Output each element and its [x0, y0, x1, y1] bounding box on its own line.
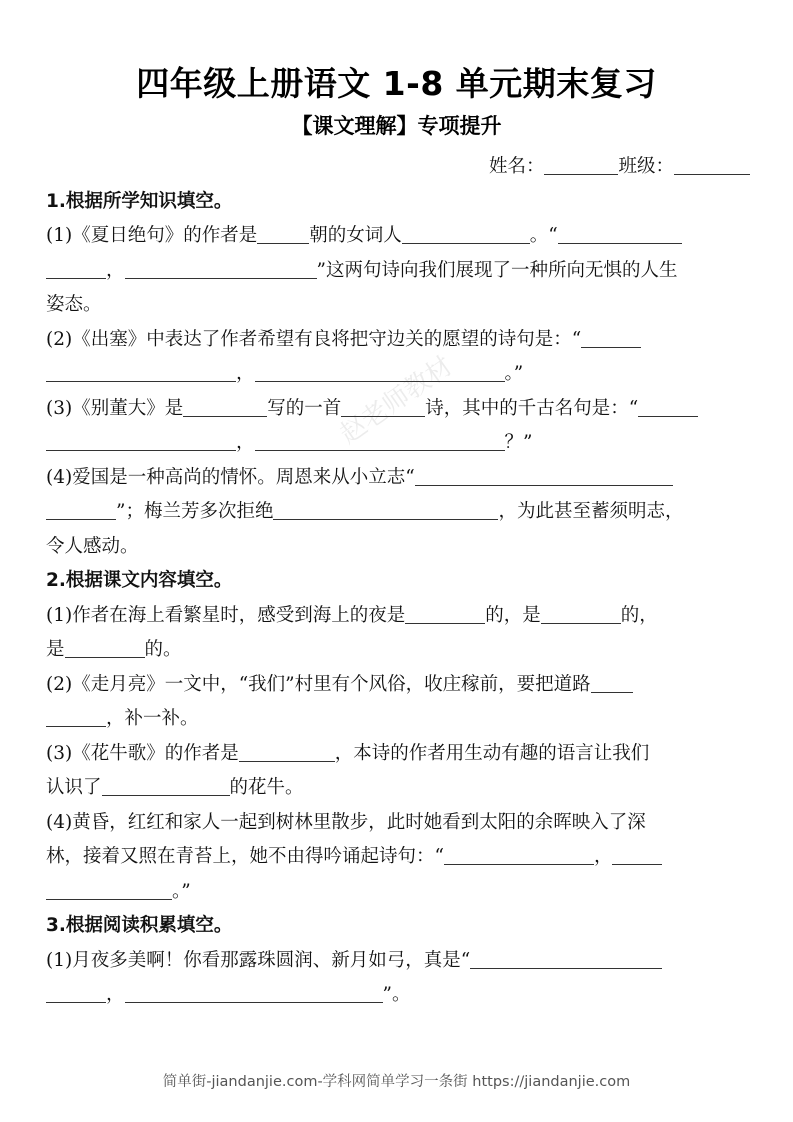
q1-1-line1: (1)《夏日绝句》的作者是 朝的女词人 。“ — [46, 219, 750, 254]
blank[interactable] — [125, 982, 383, 1003]
blank[interactable] — [415, 465, 673, 486]
blank[interactable] — [183, 396, 267, 417]
q2-4-line2: 林，接着又照在青苔上，她不由得吟诵起诗句：“ ， — [46, 840, 750, 875]
section-2-heading: 2.根据课文内容填空。 — [46, 570, 233, 591]
blank[interactable] — [46, 982, 106, 1003]
q2-1-line1: (1)作者在海上看繁星时，感受到海上的夜是 的，是 的， — [46, 604, 658, 626]
q2-3-line2: 认识了 的花牛。 — [46, 777, 304, 798]
blank[interactable] — [273, 499, 498, 520]
blank[interactable] — [581, 327, 641, 348]
name-blank[interactable] — [544, 154, 618, 175]
blank[interactable] — [257, 223, 309, 244]
page-title: 四年级上册语文 1-8 单元期末复习 — [136, 64, 657, 103]
q2-4-line1: (4)黄昏，红红和家人一起到树林里散步，此时她看到太阳的余晖映入了深 — [46, 811, 646, 833]
name-label: 姓名： — [488, 156, 545, 177]
blank[interactable] — [125, 258, 317, 279]
blank[interactable] — [255, 361, 505, 382]
q1-4-line1: (4)爱国是一种高尚的情怀。周恩来从小立志“ — [46, 461, 750, 496]
blank[interactable] — [612, 844, 662, 865]
blank[interactable] — [591, 672, 633, 693]
q2-3-line1: (3)《花牛歌》的作者是 ，本诗的作者用生动有趣的语言让我们 — [46, 742, 650, 764]
q1-4-line3: 令人感动。 — [46, 535, 139, 557]
worksheet-body — [46, 150, 750, 1013]
footer-text: 简单街-jiandanjie.com-学科网简单学习一条街 https://jiandanjie.com — [162, 1074, 631, 1090]
q3-1-line2: ， ”。 — [46, 978, 750, 1013]
blank[interactable] — [558, 223, 682, 244]
blank[interactable] — [255, 430, 505, 451]
q1-2-line1: (2)《出塞》中表达了作者希望有良将把守边关的愿望的诗句是：“ — [46, 323, 750, 358]
blank[interactable] — [470, 948, 662, 969]
blank[interactable] — [444, 844, 594, 865]
watermark: 赵老师教材 — [334, 350, 459, 451]
blank[interactable] — [46, 499, 116, 520]
blank[interactable] — [638, 396, 698, 417]
class-blank[interactable] — [674, 154, 750, 175]
page-subtitle: 【课文理解】专项提升 — [291, 114, 502, 138]
blank[interactable] — [65, 637, 145, 658]
blank[interactable] — [46, 361, 236, 382]
q2-2-line2: ，补一补。 — [46, 702, 750, 737]
q3-1-line1: (1)月夜多美啊！你看那露珠圆润、新月如弓，真是“ — [46, 944, 750, 979]
blank[interactable] — [46, 706, 106, 727]
blank[interactable] — [46, 258, 106, 279]
q1-2-line2: ， 。” — [46, 357, 750, 392]
blank[interactable] — [405, 603, 485, 624]
blank[interactable] — [46, 430, 236, 451]
student-info-row — [46, 150, 750, 185]
q1-1-line2: ， ”这两句诗向我们展现了一种所向无惧的人生 — [46, 254, 750, 289]
blank[interactable] — [541, 603, 621, 624]
q1-1-line3: 姿态。 — [46, 294, 102, 315]
blank[interactable] — [102, 775, 230, 796]
q2-2-line1: (2)《走月亮》一文中，“我们”村里有个风俗，收庄稼前，要把道路 — [46, 668, 750, 703]
blank[interactable] — [341, 396, 425, 417]
q1-3-line2: ， ？” — [46, 426, 750, 461]
section-3-heading: 3.根据阅读积累填空。 — [46, 915, 233, 936]
blank[interactable] — [239, 741, 335, 762]
class-label: 班级： — [618, 156, 674, 177]
q2-4-line3: 。” — [46, 875, 750, 910]
q1-3-line1: (3)《别董大》是 写的一首 诗，其中的千古名句是：“ — [46, 392, 750, 427]
section-1-heading: 1.根据所学知识填空。 — [46, 190, 233, 212]
blank[interactable] — [46, 879, 172, 900]
blank[interactable] — [402, 223, 530, 244]
q2-1-line2: 是 的。 — [46, 639, 182, 660]
q1-4-line2: ”；梅兰芳多次拒绝 ，为此甚至蓄须明志， — [46, 495, 750, 530]
